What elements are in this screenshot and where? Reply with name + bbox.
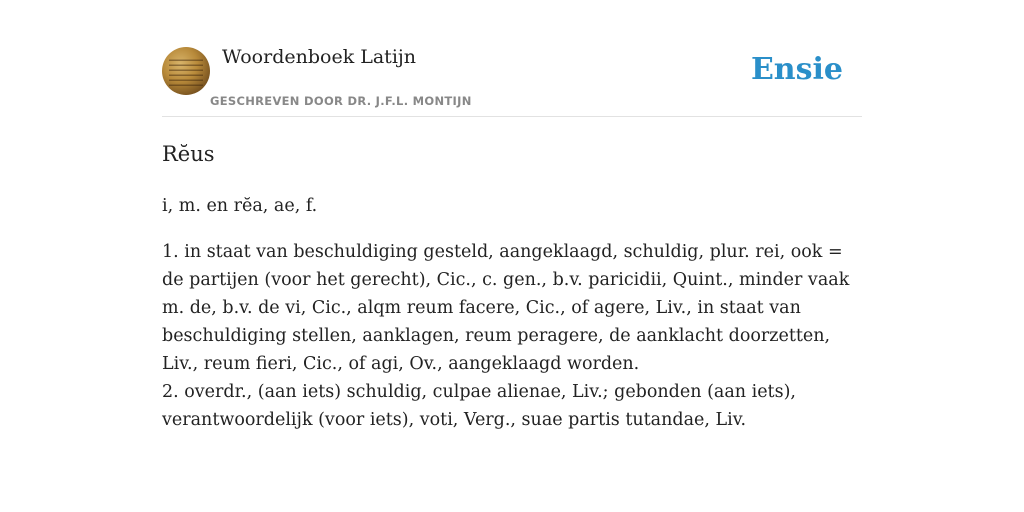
author-line: GESCHREVEN DOOR DR. J.F.L. MONTIJN: [210, 94, 472, 108]
entry-content: [162, 138, 862, 434]
header: [162, 44, 862, 117]
brand-logo[interactable]: Ensie: [750, 52, 843, 87]
entry-grammar: i, m. en rĕa, ae, f.: [162, 196, 318, 216]
definition-1: 1. in staat van beschuldiging gesteld, aangeklaagd, schuldig, plur. rei, ook = de partijen (voor het gerecht), Cic., c. gen., b.v. paricidii, Quint., minder vaak m. de, b.v. de vi, Cic., alqm reum facere, Cic., of agere, Liv., in staat van beschuldiging stellen, aanklagen, reum peragere, de aanklacht doorzetten, Liv., reum fieri, Cic., of agi, Ov., aangeklaagd worden.: [162, 242, 850, 374]
definition-2: 2. overdr., (aan iets) schuldig, culpae alienae, Liv.; gebonden (aan iets), verantwoordelijk (voor iets), voti, Verg., suae partis tutandae, Liv.: [162, 382, 796, 430]
dictionary-avatar[interactable]: [162, 47, 210, 95]
entry-definitions: [162, 238, 862, 434]
dictionary-title[interactable]: Woordenboek Latijn: [222, 46, 417, 68]
entry-headword: Rĕus: [162, 142, 215, 166]
inscription-texture: [169, 56, 203, 86]
